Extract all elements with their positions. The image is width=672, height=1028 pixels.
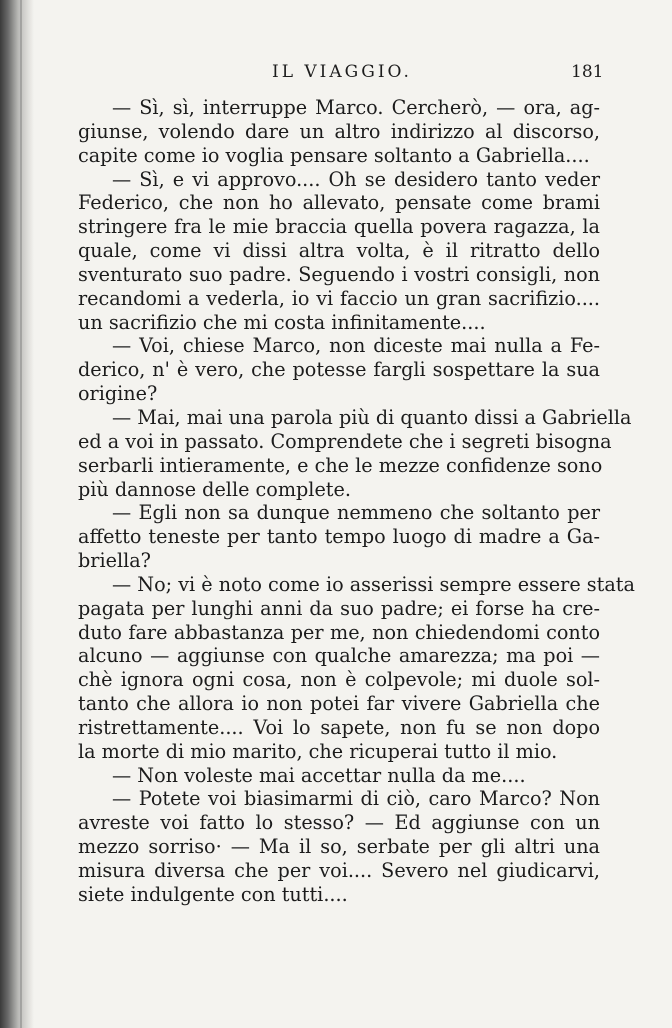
text-line: ed a voi in passato. Comprendete che i segreti bisogna: [78, 429, 612, 453]
text-line: — Sì, e vi approvo.... Oh se desidero tanto veder: [112, 167, 600, 191]
text-line: avreste voi fatto lo stesso? — Ed aggiunse con un: [78, 811, 600, 835]
running-head: [0, 62, 672, 90]
text-line: pagata per lunghi anni da suo padre; ei forse ha cre-: [78, 596, 600, 620]
text-line: tanto che allora io non potei far vivere Gabriella che: [78, 692, 600, 716]
text-line: briella?: [78, 549, 151, 573]
text-line: siete indulgente con tutti....: [78, 882, 348, 906]
text-line: ristrettamente.... Voi lo sapete, non fu se non dopo: [78, 715, 600, 739]
gutter-line: [20, 0, 22, 1028]
text-line: — No; vi è noto come io asserissi sempre essere stata: [112, 572, 635, 596]
body-text: [78, 96, 635, 907]
text-line: Federico, che non ho allevato, pensate come brami: [78, 191, 600, 215]
text-line: — Voi, chiese Marco, non diceste mai nulla a Fe-: [112, 334, 600, 358]
text-line: — Sì, sì, interruppe Marco. Cercherò, — ora, ag-: [112, 96, 600, 119]
text-line: — Potete voi biasimarmi di ciò, caro Marco? Non: [112, 787, 600, 811]
text-line: quale, come vi dissi altra volta, è il ritratto dello: [78, 239, 600, 263]
text-line: origine?: [78, 382, 158, 406]
page-number: 181: [571, 62, 604, 82]
text-line: più dannose delle complete.: [78, 477, 351, 501]
chapter-title: IL VIAGGIO.: [272, 62, 412, 82]
text-line: serbarli intieramente, e che le mezze confidenze sono: [78, 453, 603, 477]
text-line: mezzo sorriso· — Ma il so, serbate per gli altri una: [78, 835, 600, 859]
text-line: duto fare abbastanza per me, non chiedendomi conto: [78, 620, 600, 644]
text-line: stringere fra le mie braccia quella povera ragazza, la: [78, 215, 600, 239]
text-line: un sacrifizio che mi costa infinitamente....: [78, 310, 486, 334]
text-line: misura diversa che per voi.... Severo nel giudicarvi,: [78, 859, 600, 882]
text-line: — Non voleste mai accettar nulla da me....: [112, 763, 526, 787]
text-line: capite come io voglia pensare soltanto a Gabriella....: [78, 143, 590, 167]
text-line: alcuno — aggiunse con qualche amarezza; ma poi —: [78, 644, 600, 668]
text-line: derico, n' è vero, che potesse fargli sospettare la sua: [78, 358, 600, 382]
text-line: affetto teneste per tanto tempo luogo di madre a Ga-: [78, 525, 600, 549]
text-line: la morte di mio marito, che ricuperai tutto il mio.: [78, 739, 558, 763]
text-line: — Mai, mai una parola più di quanto dissi a Gabriella: [112, 405, 632, 429]
text-line: sventurato suo padre. Seguendo i vostri consigli, non: [78, 262, 600, 286]
book-spine-shadow: [0, 0, 34, 1028]
text-line: — Egli non sa dunque nemmeno che soltanto per: [112, 501, 600, 525]
text-line: giunse, volendo dare un altro indirizzo al discorso,: [78, 119, 600, 143]
text-line: recandomi a vederla, io vi faccio un gran sacrifizio....: [78, 286, 600, 310]
text-line: chè ignora ogni cosa, non è colpevole; mi duole sol-: [78, 668, 600, 692]
